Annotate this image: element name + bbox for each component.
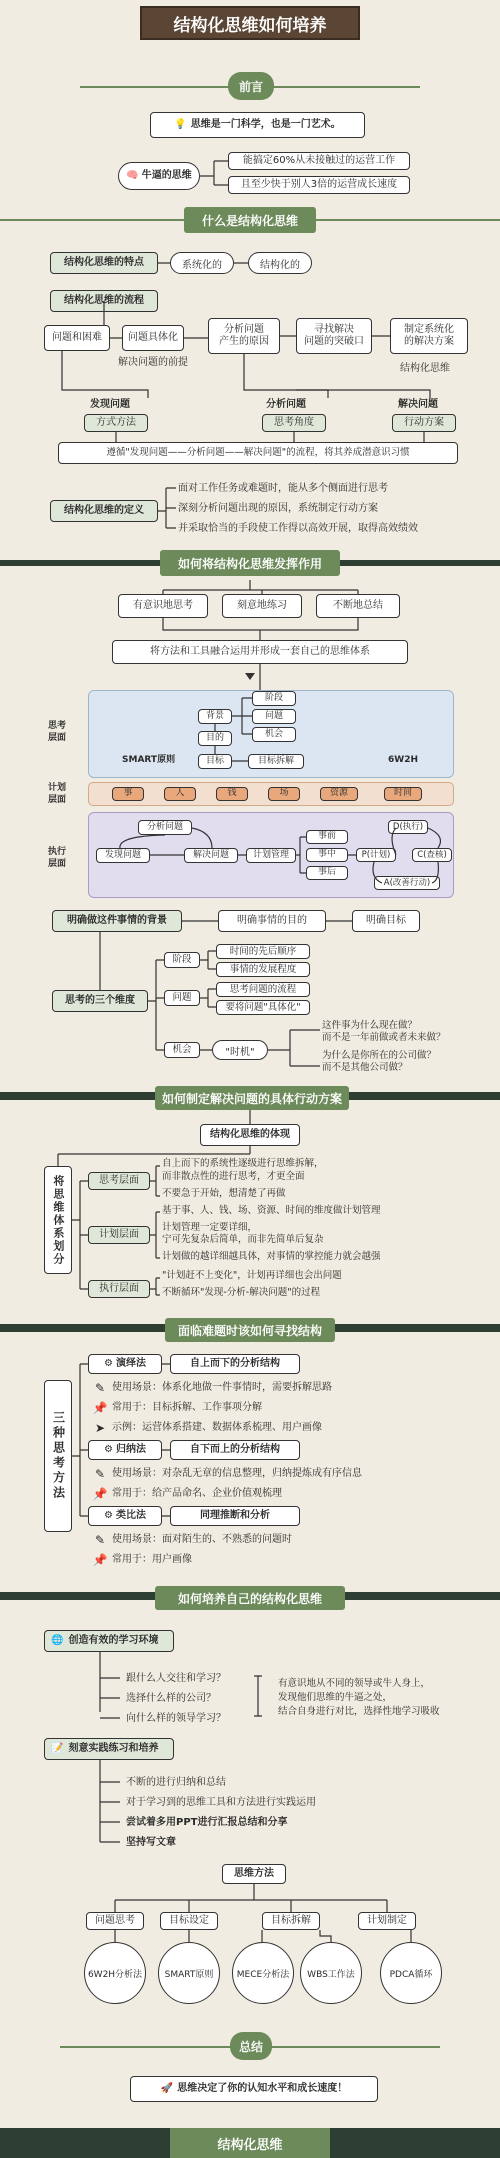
phase-3-sub: 行动方案	[392, 414, 456, 432]
dim-1: 阶段	[164, 952, 200, 968]
timing-q-2: 而不是一年前做或者未来做？	[322, 1032, 446, 1043]
cultivate-label: 如何培养自己的结构化思维	[155, 1586, 345, 1610]
pin-icon: 📌	[92, 1487, 108, 1501]
tool-cat-3: 目标拆解	[262, 1912, 320, 1930]
layer-plan: 计划 层面	[48, 783, 67, 806]
plan-label: 如何制定解决问题的具体行动方案	[155, 1086, 349, 1110]
level-2-name: 计划层面	[88, 1226, 150, 1244]
motto-text: 思维是一门科学，也是一门艺术。	[190, 118, 341, 130]
tree-problem: 问题	[252, 709, 296, 724]
level-1-line-2: 而非散点性的进行思考，才更全面	[162, 1171, 305, 1182]
dim-2: 问题	[164, 990, 200, 1006]
pdca-p: P(计划)	[356, 848, 396, 862]
timing-q-3: 为什么是你所在的公司做？	[322, 1050, 437, 1061]
level-3-name: 执行层面	[88, 1280, 150, 1298]
cursor-icon: ✎	[94, 1381, 106, 1395]
practice-2: 对于学习到的思维工具和方法进行实践运用	[126, 1797, 316, 1808]
step-5: 制定系统化 的解决方案	[390, 318, 468, 354]
level-1-line-1: 自上而下的系统性逐级进行思维拆解，	[162, 1158, 324, 1169]
res-1: 事	[112, 787, 144, 801]
phase-2-sub: 思考角度	[262, 414, 326, 432]
skill-3: 不断地总结	[316, 594, 400, 618]
feature-2: 结构化的	[248, 252, 312, 274]
globe-icon: 🌐	[51, 1634, 64, 1646]
env-note-1: 有意识地从不同的领导或牛人身上，	[278, 1678, 431, 1689]
step-3: 分析问题 产生的原因	[208, 318, 280, 354]
level-3-line-1: "计划赶不上变化"，计划再详细也会出问题	[162, 1270, 342, 1281]
tool-cat-2: 目标设定	[160, 1912, 218, 1930]
tool-cat-4: 计划制定	[358, 1912, 416, 1930]
feature-1: 系统化的	[170, 252, 234, 274]
skill-1: 有意识地思考	[118, 594, 208, 618]
method-1-desc: 自上而下的分析结构	[170, 1354, 300, 1374]
smart-label: SMART原则	[122, 755, 176, 765]
tool-1: 6W2H分析法	[84, 1942, 146, 2004]
level-2-line-1: 基于事、人、钱、场、资源、时间的维度做计划管理	[162, 1205, 381, 1216]
tool-2: SMART原则	[158, 1942, 220, 2004]
method-3-row-1: 使用场景：面对陌生的、不熟悉的问题时	[112, 1534, 292, 1545]
method-3-name: ⚙ 类比法	[88, 1506, 162, 1526]
step-1: 问题和困难	[44, 325, 110, 351]
res-3: 钱	[216, 787, 248, 801]
tree-goal: 目标	[198, 754, 232, 769]
env-q-1: 跟什么人交往和学习？	[126, 1673, 226, 1684]
level-2-line-3: 宁可先复杂后简单，而非先简单后复杂	[162, 1234, 324, 1245]
three-label: 思考的三个维度	[52, 990, 148, 1012]
plan-root: 结构化思维的体现	[200, 1124, 300, 1146]
exec-plan-mgmt: 计划管理	[246, 848, 296, 863]
apply-label: 如何将结构化思维发挥作用	[160, 550, 340, 576]
skill-2: 刻意地练习	[222, 594, 302, 618]
step-note-2: 结构化思维	[400, 363, 450, 374]
summary-text: 🚀 思维决定了你的认知水平和成长速度！	[130, 2076, 378, 2102]
pin-icon: 📌	[92, 1401, 108, 1415]
tool-4: WBS工作法	[300, 1942, 362, 2004]
cursor-icon: ✎	[94, 1533, 106, 1547]
phase-1-sub: 方式方法	[84, 414, 148, 432]
layer-exec: 执行 层面	[48, 847, 67, 870]
title-banner: 结构化思维如何培养	[140, 6, 360, 40]
method-3-desc: 同理推断和分析	[170, 1506, 300, 1526]
exec-analyze: 分析问题	[138, 820, 192, 835]
footer-label: 结构化思维	[170, 2128, 330, 2158]
dim-item-2: 事情的发展程度	[216, 962, 310, 977]
gear-icon: ⚙	[104, 1357, 113, 1369]
pdca-d: D(执行)	[388, 820, 428, 834]
dim-item-4: 要将问题"具体化"	[216, 1000, 310, 1015]
step-note-1: 解决问题的前提	[118, 357, 188, 368]
level-3-line-2: 不断循环"发现-分析-解决问题"的过程	[162, 1287, 321, 1298]
step-4: 寻找解决 问题的突破口	[296, 318, 372, 354]
features-label: 结构化思维的特点	[50, 252, 158, 274]
tool-3: MECE分析法	[232, 1942, 294, 2004]
target-label: 明确目标	[352, 910, 420, 932]
level-2-line-4: 计划做的越详细越具体，对事情的掌控能力就会越强	[162, 1251, 381, 1262]
res-6: 时间	[384, 787, 422, 801]
practice-label: 📝 刻意实践练习和培养	[44, 1738, 174, 1760]
method-1-row-1: 使用场景：体系化地做一件事情时，需要拆解思路	[112, 1382, 332, 1393]
pin-icon: 📌	[92, 1553, 108, 1567]
dim-item-1: 时间的先后顺序	[216, 944, 310, 959]
env-note-2: 发现他们思维的牛逼之处，	[278, 1692, 393, 1703]
exec-after: 事后	[306, 866, 348, 880]
niu-label: 🧠 牛逼的思维	[118, 162, 200, 190]
phase-3-name: 解决问题	[398, 399, 438, 410]
process-label: 结构化思维的流程	[50, 290, 158, 312]
exec-solve: 解决问题	[184, 848, 238, 863]
phase-2-name: 分析问题	[266, 399, 306, 410]
exec-find: 发现问题	[96, 848, 150, 863]
res-5: 资源	[320, 787, 358, 801]
chevron-down-icon	[245, 673, 255, 680]
method-2-row-2: 常用于：给产品命名、企业价值观梳理	[112, 1488, 282, 1499]
gear-icon: ⚙	[104, 1443, 113, 1455]
dim-3: 机会	[164, 1042, 200, 1058]
method-2-row-1: 使用场景：对杂乱无章的信息整理，归纳提炼成有序信息	[112, 1468, 362, 1479]
res-4: 场	[268, 787, 300, 801]
exec-before: 事前	[306, 830, 348, 844]
bulb-icon: 💡	[174, 118, 187, 130]
method-1-name: ⚙ 演绎法	[88, 1354, 162, 1374]
timing-q-1: 这件事为什么现在做？	[322, 1020, 418, 1031]
env-q-2: 选择什么样的公司？	[126, 1693, 216, 1704]
tools-label: 思维方法	[222, 1864, 286, 1884]
exec-during: 事中	[306, 848, 348, 862]
method-1-row-2: 常用于：目标拆解、工作事项分解	[112, 1402, 262, 1413]
apply-banner	[0, 548, 500, 578]
def-1: 面对工作任务或难题时，能从多个侧面进行思考	[178, 483, 388, 494]
intro-label: 前言	[228, 72, 274, 100]
method-1-row-3: 示例：运营体系搭建、数据体系梳理、用户画像	[112, 1422, 322, 1433]
send-icon: ➤	[94, 1421, 106, 1435]
method-2-name: ⚙ 归纳法	[88, 1440, 162, 1460]
methods-label: 面临难题时该如何寻找结构	[165, 1318, 335, 1342]
tree-chance: 机会	[252, 727, 296, 742]
rocket-icon: 🚀	[160, 2082, 174, 2094]
env-label: 🌐 创造有效的学习环境	[44, 1630, 174, 1652]
notebook-icon: 📝	[51, 1742, 64, 1754]
merge-box: 将方法和工具融合运用并形成一套自己的思维体系	[112, 640, 408, 664]
gear-icon: ⚙	[104, 1509, 113, 1521]
tool-5: PDCA循环	[380, 1942, 442, 2004]
plan-side: 将思维体系划分	[44, 1166, 72, 1274]
level-2-line-2: 计划管理一定要详细，	[162, 1222, 258, 1233]
tree-goal-split: 目标拆解	[248, 754, 304, 769]
def-label: 结构化思维的定义	[50, 500, 158, 522]
dim-item-3: 思考问题的流程	[216, 982, 310, 997]
goal-label: 明确事情的目的	[218, 910, 326, 932]
practice-4: 坚持写文章	[126, 1837, 176, 1848]
method-2-desc: 自下而上的分析结构	[170, 1440, 300, 1460]
tree-stage: 阶段	[252, 691, 296, 706]
method-3-row-2: 常用于：用户画像	[112, 1554, 192, 1565]
what-banner	[0, 205, 500, 235]
summary-label: 总结	[230, 2032, 272, 2060]
methods-side: 三种思考方法	[44, 1380, 72, 1532]
niu-point-1: 能搞定60%从未接触过的运营工作	[228, 152, 410, 170]
level-1-name: 思考层面	[88, 1172, 150, 1190]
brain-icon: 🧠	[126, 169, 139, 181]
practice-3: 尝试着多用PPT进行汇报总结和分享	[126, 1817, 288, 1828]
def-3: 并采取恰当的手段使工作得以高效开展，取得高效绩效	[178, 523, 418, 534]
layer-think: 思考 层面	[48, 721, 67, 744]
phase-1-name: 发现问题	[90, 399, 130, 410]
tool-cat-1: 问题思考	[86, 1912, 144, 1930]
motto-box	[150, 112, 365, 138]
def-2: 深刻分析问题出现的原因，系统制定行动方案	[178, 503, 378, 514]
niu-point-2: 且至少快于别人3倍的运营成长速度	[228, 176, 410, 194]
w2h-label: 6W2H	[388, 755, 418, 765]
practice-1: 不断的进行归纳和总结	[126, 1777, 226, 1788]
tree-purpose: 目的	[198, 731, 232, 746]
res-2: 人	[164, 787, 196, 801]
what-label: 什么是结构化思维	[184, 207, 316, 233]
cursor-icon: ✎	[94, 1467, 106, 1481]
tree-background: 背景	[198, 709, 232, 724]
follow-note: 遵循"发现问题——分析问题——解决问题"的流程，将其养成潜意识习惯	[58, 442, 458, 464]
step-2: 问题具体化	[122, 325, 184, 351]
timing-pill: "时机"	[212, 1040, 268, 1060]
why-label: 明确做这件事情的背景	[52, 910, 182, 932]
env-q-3: 向什么样的领导学习？	[126, 1713, 226, 1724]
pdca-a: A(改善行动)	[374, 876, 440, 890]
timing-q-4: 而不是其他公司做？	[322, 1062, 408, 1073]
level-1-line-3: 不要急于开始，想清楚了再做	[162, 1188, 286, 1199]
pdca-c: C(查核)	[412, 848, 452, 862]
env-note-3: 结合自身进行对比，选择性地学习吸收	[278, 1706, 440, 1717]
